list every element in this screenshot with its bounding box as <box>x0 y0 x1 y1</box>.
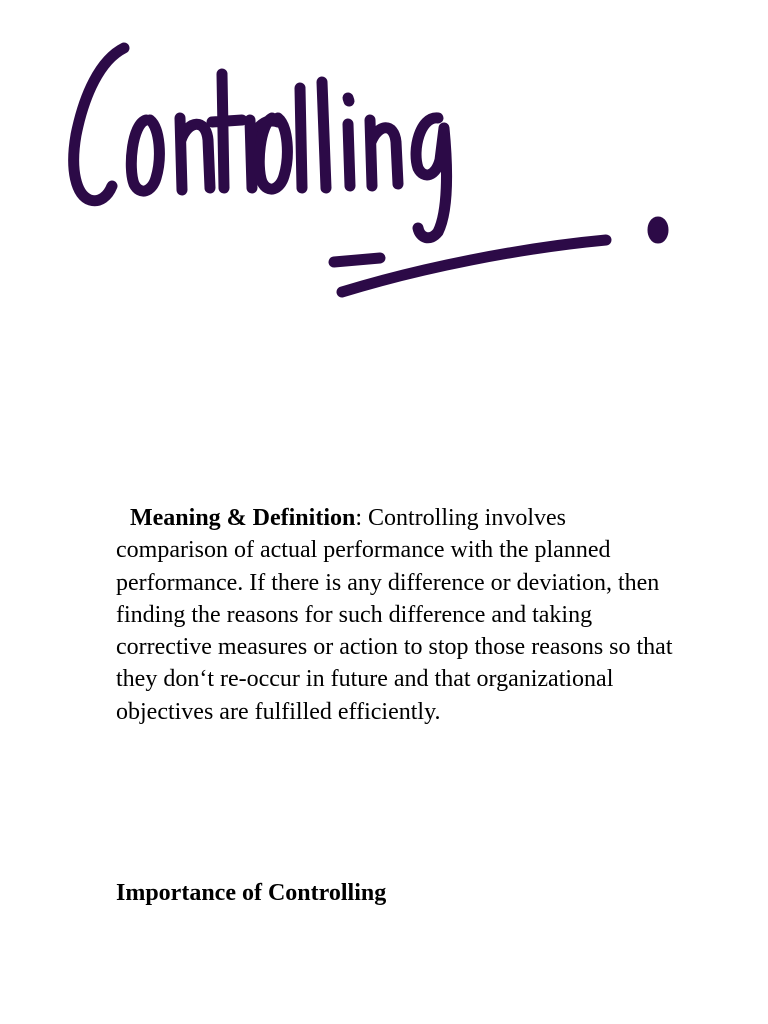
title-letter-t1 <box>212 74 242 188</box>
title-letter-o2 <box>259 118 287 189</box>
title-letter-i <box>348 124 350 186</box>
title-underline-long <box>342 240 606 292</box>
title-letter-n2 <box>370 120 398 186</box>
title-period <box>653 222 663 238</box>
title-letter-o1 <box>131 120 159 191</box>
title-letter-g <box>416 118 446 238</box>
title-underline-short <box>334 258 380 262</box>
section-heading: Importance of Controlling <box>116 880 387 906</box>
title-letter-l1 <box>300 88 302 188</box>
title-letter-l2 <box>322 82 326 188</box>
title-letter-c <box>74 48 124 201</box>
definition-term: Meaning & Definition <box>130 505 356 531</box>
handwritten-title <box>0 0 768 320</box>
title-dot-i <box>348 98 349 101</box>
definition-body: Controlling involves comparison of actual performance with the planned performance. If there is any difference or deviation, then finding the reasons for such difference and taking corrective measures or action to stop those reasons so that they don‘t re-occur in future and that organizational objectives are fulfilled efficiently. <box>116 505 673 725</box>
definition-paragraph <box>116 502 676 728</box>
definition-separator: : <box>355 505 368 531</box>
title-letter-n <box>180 118 210 190</box>
